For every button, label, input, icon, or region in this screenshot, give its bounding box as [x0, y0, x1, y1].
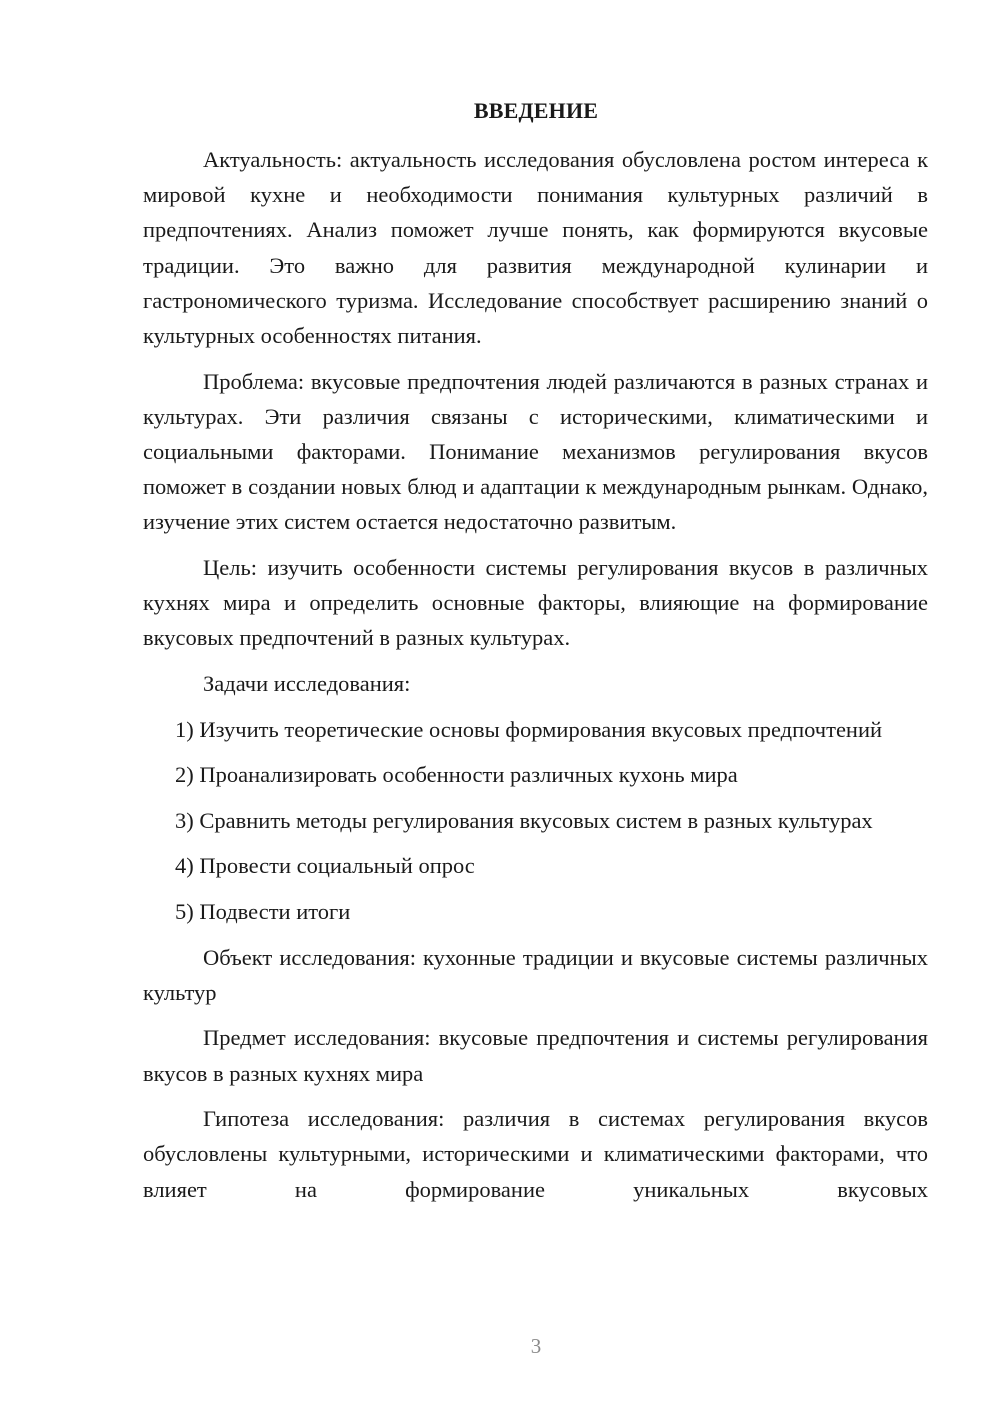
task-item-1: 1) Изучить теоретические основы формирования вкусовых предпочтений — [175, 716, 883, 742]
paragraph-problem: Проблема: вкусовые предпочтения людей различаются в разных странах и культурах. Эти различия связаны с историческими, климатическими и социальными факторами. Понимание механизмов регулирования вкусов поможет в создании новых блюд и адаптации к международным рынкам. Однако, изучение этих систем остается недостаточно развитым. — [143, 368, 928, 535]
paragraph-subject: Предмет исследования: вкусовые предпочтения и системы регулирования вкусов в разных кухнях мира — [143, 1025, 928, 1086]
task-item-4: 4) Провести социальный опрос — [175, 853, 475, 879]
paragraph-relevance: Актуальность: актуальность исследования обусловлена ростом интереса к мировой кухне и необходимости понимания культурных различий в предпочтениях. Анализ поможет лучше понять, как формируются вкусовые традиции. Это важно для развития международной кулинарии и гастрономического туризма. Исследование способствует расширению знаний о культурных особенностях питания. — [143, 147, 928, 349]
task-item-3: 3) Сравнить методы регулирования вкусовых систем в разных культурах — [175, 807, 873, 833]
tasks-heading: Задачи исследования: — [203, 671, 411, 697]
paragraph-hypothesis: Гипотеза исследования: различия в системах регулирования вкусов обусловлены культурными, историческими и климатическими факторами, что влияет на формирование уникальных вкусовых — [143, 1106, 928, 1202]
body-text — [143, 142, 928, 1217]
task-item-2: 2) Проанализировать особенности различных кухонь мира — [175, 762, 738, 788]
paragraph-object: Объект исследования: кухонные традиции и вкусовые системы различных культур — [143, 944, 928, 1005]
page-number: 3 — [530, 1334, 542, 1358]
page-title: ВВЕДЕНИЕ — [473, 98, 599, 123]
paragraph-goal: Цель: изучить особенности системы регулирования вкусов в различных кухнях мира и определить основные факторы, влияющие на формирование вкусовых предпочтений в разных культурах. — [143, 555, 928, 651]
task-item-5: 5) Подвести итоги — [175, 898, 351, 924]
